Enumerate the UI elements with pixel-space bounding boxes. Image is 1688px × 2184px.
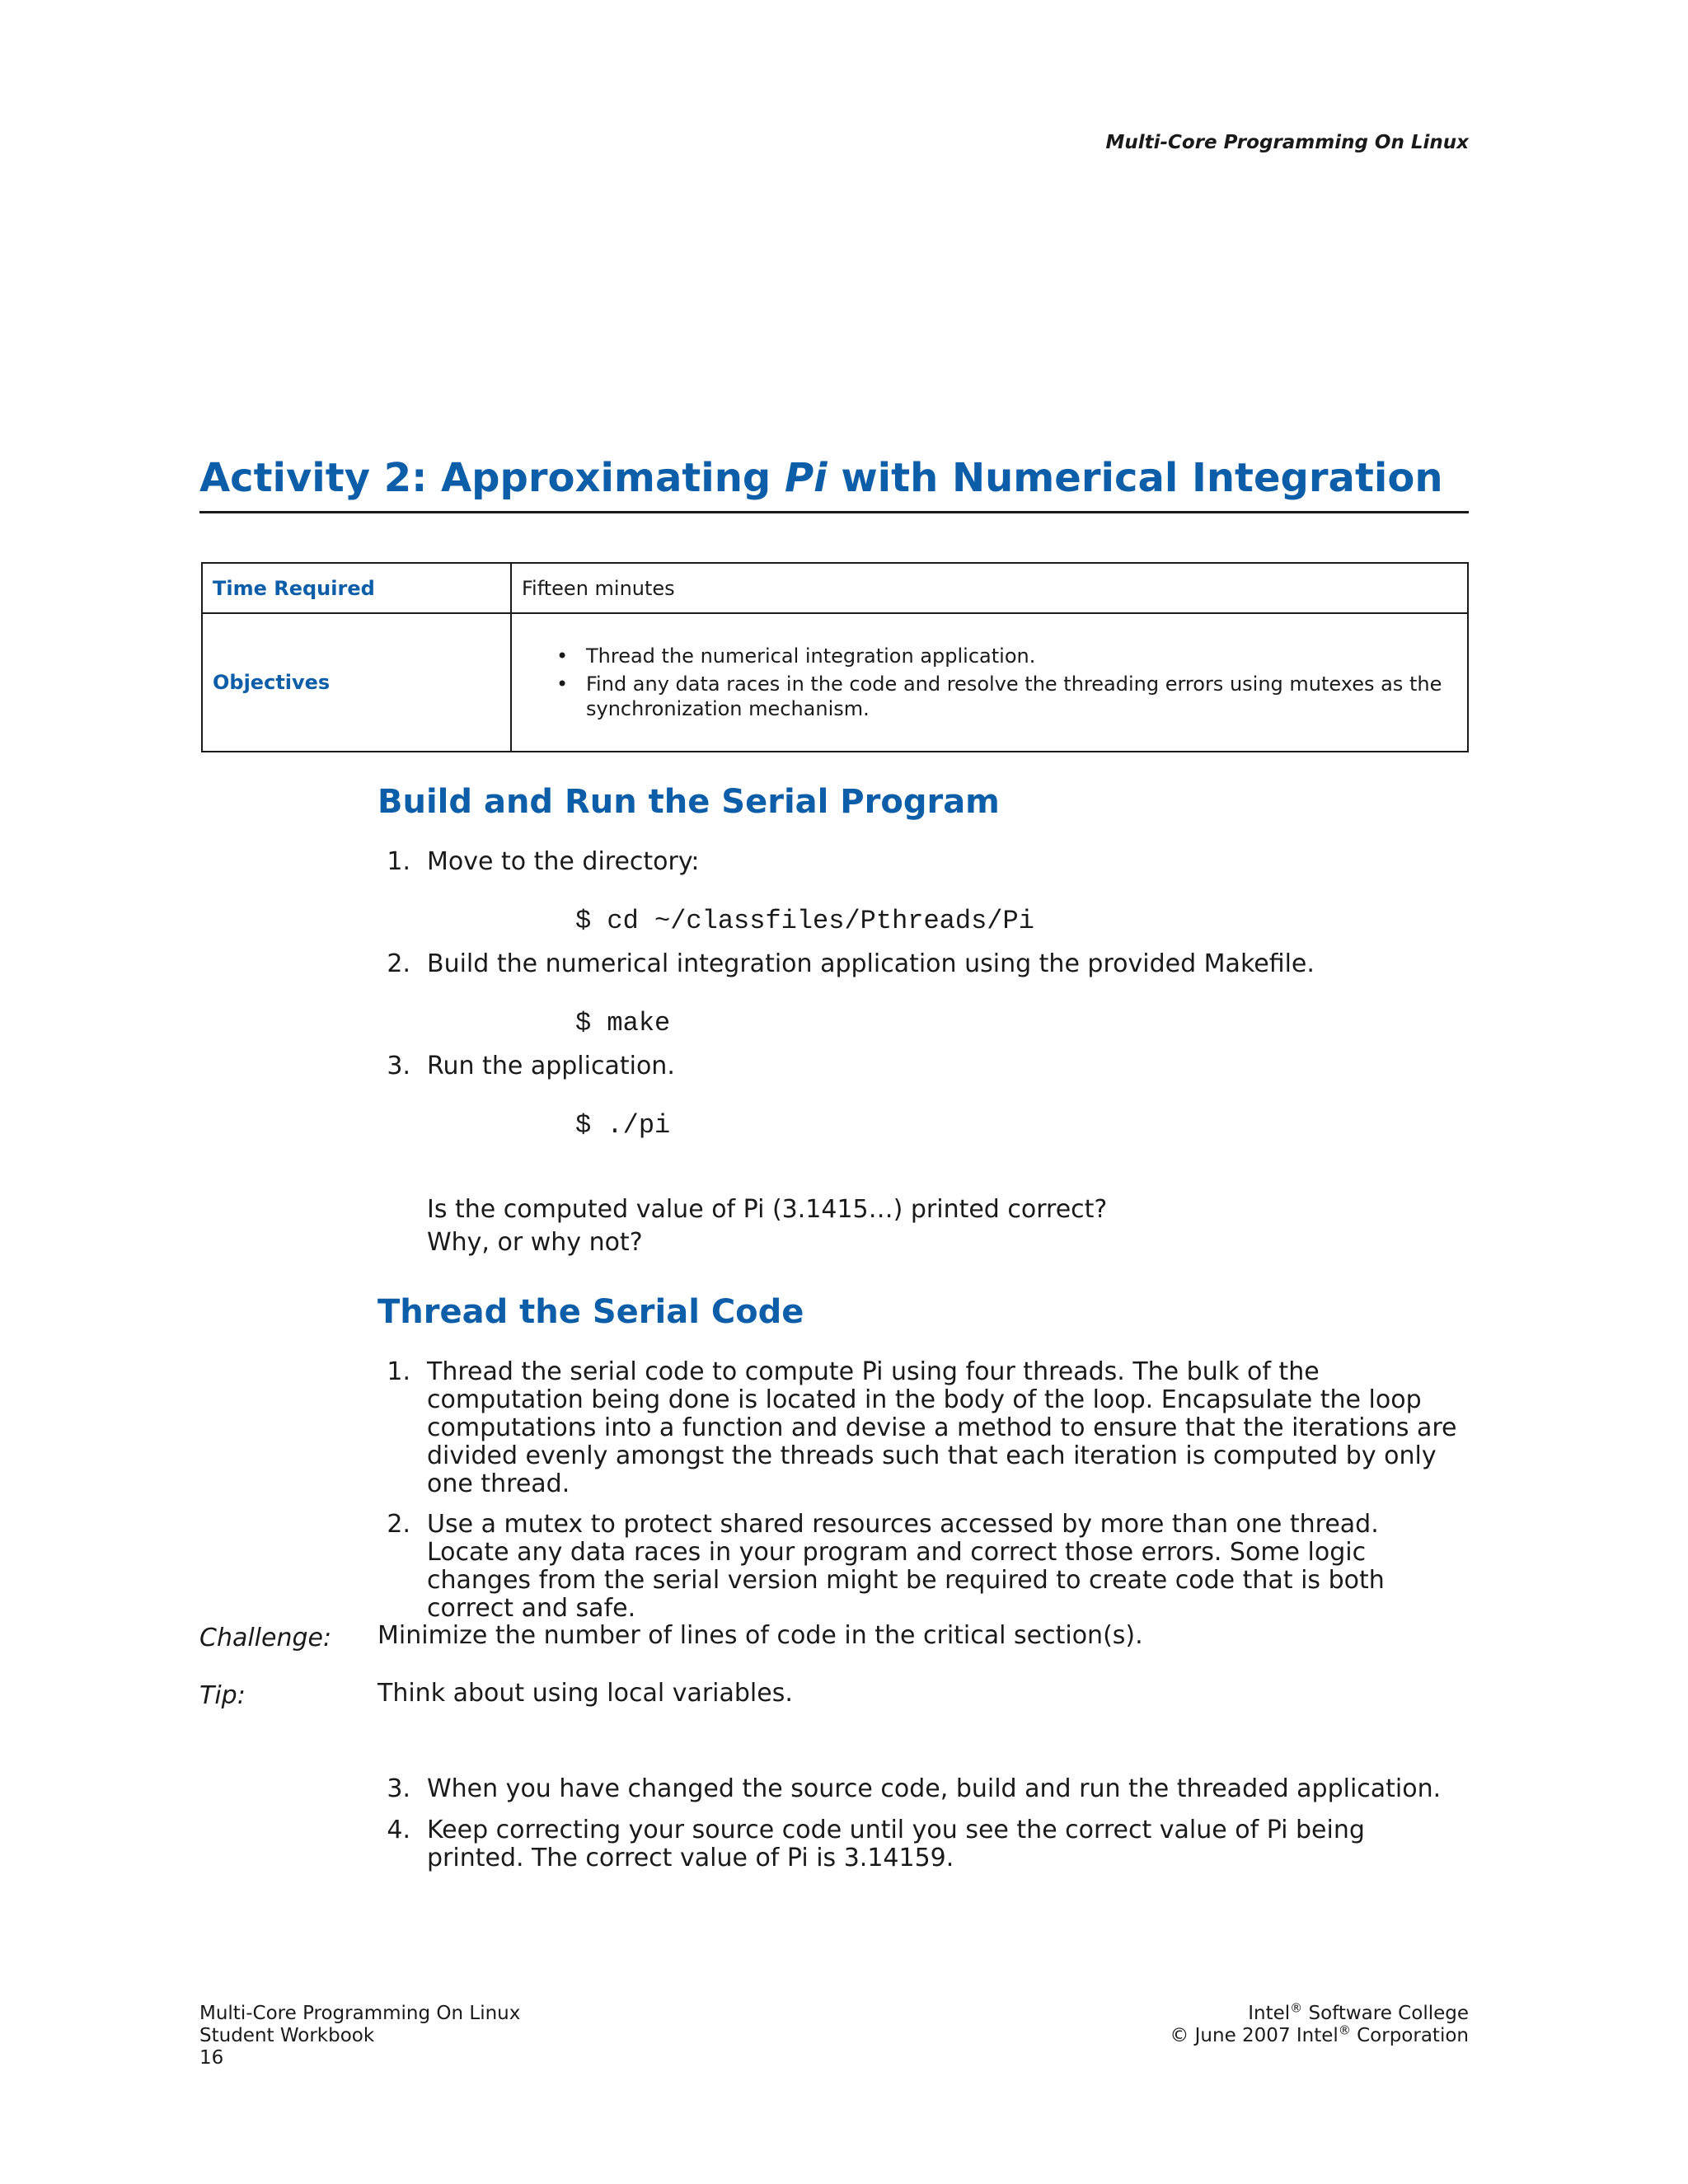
objective-text: Find any data races in the code and resolve the threading errors using mutexes as the synchronization mechanism.: [586, 673, 1442, 720]
table-row-objectives: [202, 613, 1468, 752]
footer-left: [199, 2003, 520, 2069]
footer-intel: Intel: [1248, 2003, 1291, 2024]
question-line-2: Why, or why not?: [427, 1228, 643, 1257]
challenge-text: Minimize the number of lines of code in the critical section(s).: [377, 1621, 1143, 1650]
activity-title-suffix: with Numerical Integration: [827, 455, 1443, 501]
step-number: 4.: [387, 1816, 410, 1844]
step-text: When you have changed the source code, build and run the threaded application.: [427, 1774, 1442, 1803]
challenge-label: Challenge:: [199, 1624, 332, 1652]
activity-info-table: [201, 562, 1469, 752]
objective-item: [522, 644, 1466, 668]
bullet-icon: •: [556, 673, 569, 696]
footer-copyright-date: © June 2007 Intel: [1170, 2025, 1339, 2046]
objectives-label: Objectives: [202, 613, 511, 752]
objective-item: [522, 672, 1466, 721]
step-text: Run the application.: [427, 1052, 675, 1080]
bullet-icon: •: [556, 644, 569, 668]
time-required-label: Time Required: [202, 563, 511, 613]
time-required-value: Fifteen minutes: [511, 563, 1468, 613]
step-text: Thread the serial code to compute Pi using four threads. The bulk of the computation being done is located in the body of the loop. Encapsulate the loop computations into a function and devise a method to ensure that the iterations are divided evenly amongst the threads such that each iteration is computed by only one thread.: [427, 1357, 1457, 1498]
section-heading-thread: Thread the Serial Code: [377, 1293, 804, 1331]
activity-title: [199, 455, 1469, 501]
activity-title-italic: Pi: [784, 455, 828, 501]
step-number: 3.: [387, 1774, 410, 1803]
footer-book-title: Multi-Core Programming On Linux: [199, 2003, 521, 2024]
footer-copyright: [1170, 2022, 1469, 2047]
footer-right: [1170, 2000, 1469, 2047]
footer-publisher: [1170, 2000, 1469, 2025]
step-text: Keep correcting your source code until you see the correct value of Pi being printed. The correct value of Pi is 3.14159.: [427, 1816, 1365, 1872]
question-line-1: Is the computed value of Pi (3.1415…) printed correct?: [427, 1195, 1108, 1224]
registered-mark: ®: [1338, 2022, 1351, 2038]
objectives-list: [522, 644, 1466, 721]
footer-workbook: Student Workbook: [199, 2025, 375, 2046]
page-number: 16: [199, 2047, 224, 2069]
command-make: $ make: [575, 1008, 671, 1038]
objective-text: Thread the numerical integration application.: [586, 644, 1036, 668]
footer-software-college: Software College: [1302, 2003, 1469, 2024]
step-text: Build the numerical integration application using the provided Makefile.: [427, 949, 1315, 978]
step-number: 3.: [387, 1052, 410, 1080]
step-text: Move to the directory:: [427, 847, 700, 876]
activity-title-prefix: Activity 2: Approximating: [199, 455, 785, 501]
step-number: 2.: [387, 949, 410, 978]
step-number: 1.: [387, 847, 410, 876]
title-divider: [199, 511, 1469, 513]
registered-mark: ®: [1290, 2000, 1303, 2016]
footer-corporation: Corporation: [1350, 2025, 1469, 2046]
tip-label: Tip:: [199, 1681, 246, 1710]
step-number: 1.: [387, 1357, 410, 1386]
command-run: $ ./pi: [575, 1110, 671, 1141]
tip-text: Think about using local variables.: [377, 1679, 793, 1708]
objectives-cell: [511, 613, 1468, 752]
step-text: Use a mutex to protect shared resources accessed by more than one thread. Locate any data races in your program and correct those errors. Some logic changes from the serial version might be required to create code that is both correct and safe.: [427, 1510, 1385, 1623]
section-heading-build: Build and Run the Serial Program: [377, 783, 1000, 821]
command-cd: $ cd ~/classfiles/Pthreads/Pi: [575, 906, 1034, 936]
table-row-time-required: [202, 563, 1468, 613]
step-number: 2.: [387, 1510, 410, 1539]
running-header: Multi-Core Programming On Linux: [1105, 132, 1469, 153]
